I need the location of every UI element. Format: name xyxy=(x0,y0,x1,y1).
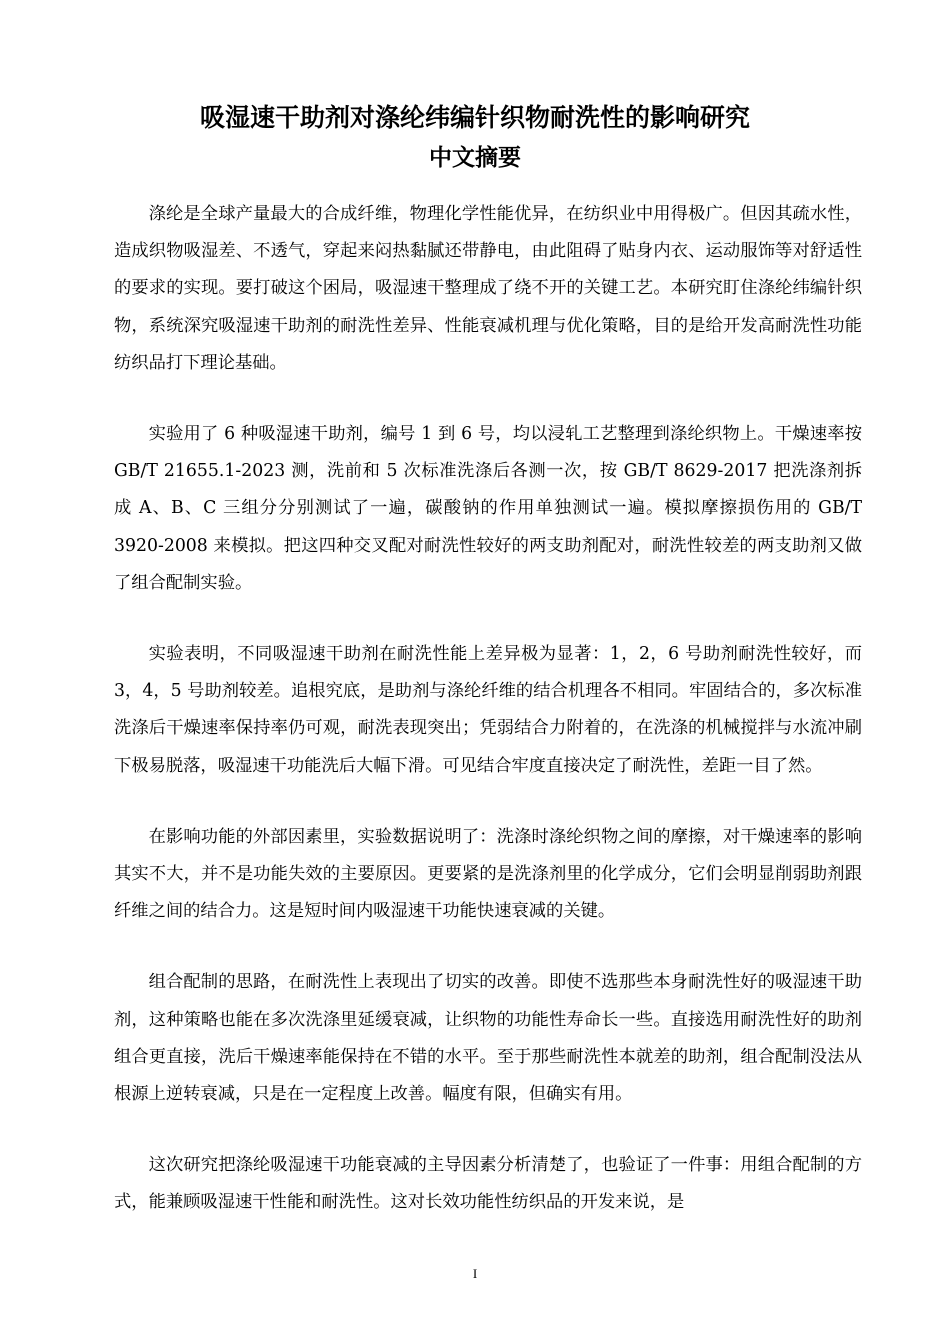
abstract-paragraph-4: 在影响功能的外部因素里，实验数据说明了：洗涤时涤纶织物之间的摩擦，对干燥速率的影响其实不大，并不是功能失效的主要原因。更要紧的是洗涤剂里的化学成分，它们会明显削弱助剂跟纤维之间的结合力。这是短时间内吸湿速干功能快速衰减的关键。 xyxy=(114,826,862,922)
abstract-paragraph-3: 实验表明，不同吸湿速干助剂在耐洗性能上差异极为显著：1，2，6 号助剂耐洗性较好，而 3，4，5 号助剂较差。追根究底，是助剂与涤纶纤维的结合机理各不相同。牢固结合的，多次标准洗涤后干燥速率保持率仍可观，耐洗表现突出；凭弱结合力附着的，在洗涤的机械搅拌与水流冲刷下极易脱落，吸湿速干功能洗后大幅下滑。可见结合牢度直接决定了耐洗性，差距一目了然。 xyxy=(114,644,862,776)
abstract-body xyxy=(114,196,862,1256)
abstract-heading: 中文摘要 xyxy=(429,145,521,171)
abstract-paragraph-2: 实验用了 6 种吸湿速干助剂，编号 1 到 6 号，均以浸轧工艺整理到涤纶织物上。干燥速率按 GB/T 21655.1-2023 测，洗前和 5 次标准洗涤后各测一次，按 GB/T 8629-2017 把洗涤剂拆成 A、B、C 三组分分别测试了一遍，碳酸钠的作用单独测试一遍。模拟摩擦损伤用的 GB/T 3920-2008 来模拟。把这四种交叉配对耐洗性较好的两支助剂配对，耐洗性较差的两支助剂又做了组合配制实验。 xyxy=(114,424,862,593)
abstract-paragraph-1: 涤纶是全球产量最大的合成纤维，物理化学性能优异，在纺织业中用得极广。但因其疏水性，造成织物吸湿差、不透气，穿起来闷热黏腻还带静电，由此阻碍了贴身内衣、运动服饰等对舒适性的要求的实现。要打破这个困局，吸湿速干整理成了绕不开的关键工艺。本研究盯住涤纶纬编针织物，系统深究吸湿速干助剂的耐洗性差异、性能衰减机理与优化策略，目的是给开发高耐洗性功能纺织品打下理论基础。 xyxy=(114,204,862,373)
page-number: I xyxy=(472,1266,478,1281)
abstract-paragraph-6: 这次研究把涤纶吸湿速干功能衰减的主导因素分析清楚了，也验证了一件事：用组合配制的方式，能兼顾吸湿速干性能和耐洗性。这对长效功能性纺织品的开发来说，是 xyxy=(114,1155,862,1213)
abstract-paragraph-5: 组合配制的思路，在耐洗性上表现出了切实的改善。即使不选那些本身耐洗性好的吸湿速干助剂，这种策略也能在多次洗涤里延缓衰减，让织物的功能性寿命长一些。直接选用耐洗性好的助剂组合更直接，洗后干燥速率能保持在不错的水平。至于那些耐洗性本就差的助剂，组合配制没法从根源上逆转衰减，只是在一定程度上改善。幅度有限，但确实有用。 xyxy=(114,972,862,1105)
document-title: 吸湿速干助剂对涤纶纬编针织物耐洗性的影响研究 xyxy=(199,103,750,132)
